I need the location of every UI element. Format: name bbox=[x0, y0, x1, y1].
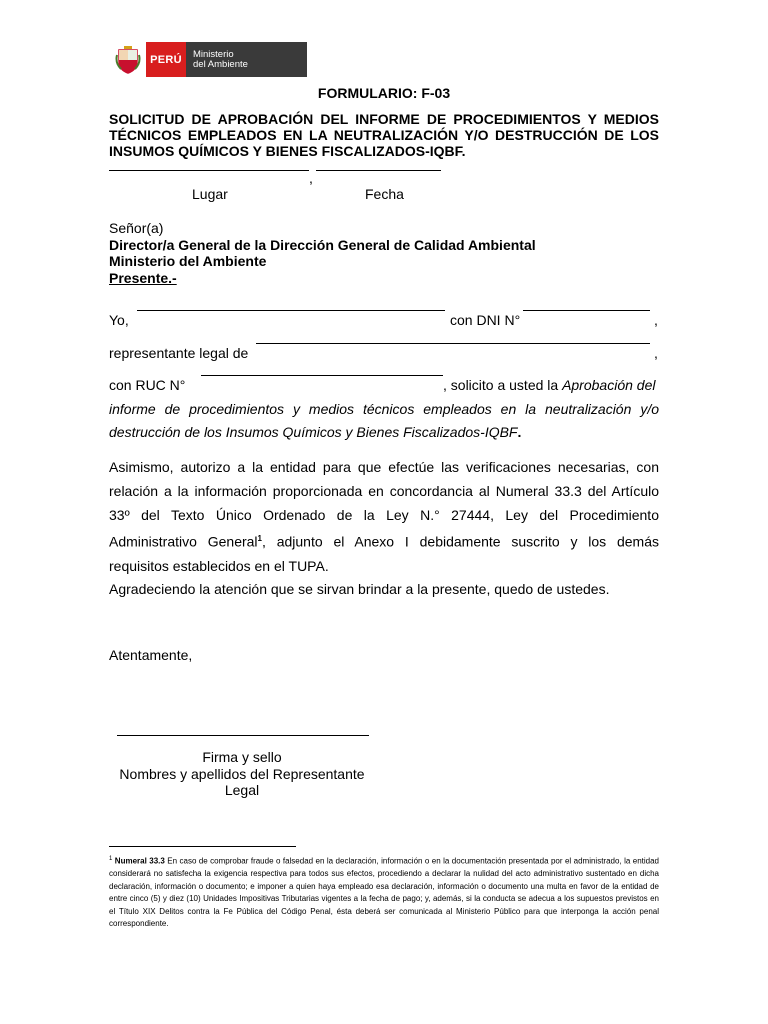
ministry-name-line1: Ministerio bbox=[193, 49, 234, 60]
country-label: PERÚ bbox=[146, 42, 186, 77]
dni-label: con DNI N° bbox=[450, 312, 521, 328]
date-blank[interactable] bbox=[316, 170, 441, 171]
ruc-label: con RUC N° bbox=[109, 377, 186, 393]
authorization-line-4 bbox=[109, 527, 659, 554]
ministry-name-line2: del Ambiente bbox=[193, 59, 248, 70]
signature-names-label: Nombres y apellidos del Representante bbox=[119, 765, 365, 782]
footnote-separator bbox=[109, 846, 296, 847]
footnote-lead: Numeral 33.3 bbox=[114, 856, 165, 866]
request-prefix bbox=[443, 377, 655, 393]
request-end: . bbox=[517, 424, 522, 440]
coat-of-arms-icon bbox=[109, 42, 146, 77]
request-object-part3: destrucción de los Insumos Químicos y Bienes Fiscalizados-IQBF bbox=[109, 424, 518, 440]
place-label: Lugar bbox=[192, 186, 228, 202]
name-blank[interactable] bbox=[137, 310, 445, 311]
salutation: Señor(a) bbox=[109, 220, 164, 236]
signature-block bbox=[109, 749, 375, 799]
addressee-institution: Ministerio del Ambiente bbox=[109, 253, 267, 269]
ruc-blank[interactable] bbox=[201, 375, 443, 376]
footnote-text: En caso de comprobar fraude o falsedad en la declaración, información o en la documentación presentada por el administrado, la entidad considerará no satisfecha la exigencia respectiva para todos sus efectos, procediendo a declarar la nulidad del acto administrativo sustentado en dicha declaración, información o documento; e imponer a quien haya empleado esa declaración, información o documento una multa en favor de la entidad de entre cinco (5) y diez (10) Unidades Impositivas Tributarias vigentes a la fecha de pago; y, además, si la conducta se adecua a los supuestos previstos en el Título XIX Delitos contra la Fe Pública del Código Penal, ésta deberá ser comunicada al Ministerio Público para que interponga la acción penal correspondiente. bbox=[109, 856, 660, 929]
authorization-line-1: Asimismo, autorizo a la entidad para que efectúe las verificaciones necesarias, con bbox=[109, 459, 659, 475]
authorization-line-4-start: Administrativo General bbox=[109, 533, 258, 550]
ministry-name bbox=[186, 42, 307, 77]
authorization-line-4-rest: , adjunto el Anexo I debidamente suscrito y los demás bbox=[262, 533, 659, 550]
form-code: FORMULARIO: F-03 bbox=[317, 85, 451, 101]
signature-label: Firma y sello bbox=[202, 749, 282, 765]
company-trailing-comma: , bbox=[654, 345, 658, 361]
dni-trailing-comma: , bbox=[654, 312, 658, 328]
request-object-part1: Aprobación del bbox=[562, 377, 656, 393]
authorization-paragraph bbox=[109, 455, 659, 578]
addressee-title: Director/a General de la Dirección General de Calidad Ambiental bbox=[109, 237, 536, 253]
thanks-paragraph: Agradeciendo la atención que se sirvan brindar a la presente, quedo de ustedes. bbox=[109, 581, 610, 597]
request-object-line3 bbox=[109, 424, 521, 440]
closing: Atentamente, bbox=[109, 647, 193, 663]
authorization-line-3: 33º del Texto Único Ordenado de la Ley N.° 27444, Ley del Procedimiento bbox=[109, 507, 659, 523]
dni-blank[interactable] bbox=[523, 310, 650, 311]
date-label: Fecha bbox=[365, 186, 404, 202]
form-heading: SOLICITUD DE APROBACIÓN DEL INFORME DE PROCEDIMIENTOS Y MEDIOS TÉCNICOS EMPLEADOS EN LA NEUTRALIZACIÓN Y/O DESTRUCCIÓN DE LOS INSUMOS QUÍMICOS Y BIENES FISCALIZADOS-IQBF. bbox=[109, 111, 659, 159]
yo-label: Yo, bbox=[109, 312, 129, 328]
request-prefix-text: , solicito a usted la bbox=[443, 377, 563, 393]
footnote bbox=[109, 853, 659, 931]
place-blank[interactable] bbox=[109, 170, 309, 171]
representative-label: representante legal de bbox=[109, 345, 249, 361]
request-object-part2: informe de procedimientos y medios técnicos empleados en la neutralización y/o bbox=[109, 401, 659, 417]
signature-legal-label: Legal bbox=[224, 782, 260, 798]
footnote-mark: 1 bbox=[109, 856, 113, 862]
place-date-comma: , bbox=[309, 170, 313, 186]
footnote-reference: 1 bbox=[257, 534, 262, 543]
company-blank[interactable] bbox=[256, 343, 650, 344]
authorization-line-5: requisitos establecidos en el TUPA. bbox=[109, 557, 329, 574]
authorization-line-2: relación a la información proporcionada en concordancia al Numeral 33.3 del Artículo bbox=[109, 483, 659, 499]
signature-line[interactable] bbox=[117, 735, 369, 736]
addressee-presente: Presente.- bbox=[109, 270, 177, 286]
ministry-logo bbox=[109, 42, 307, 77]
